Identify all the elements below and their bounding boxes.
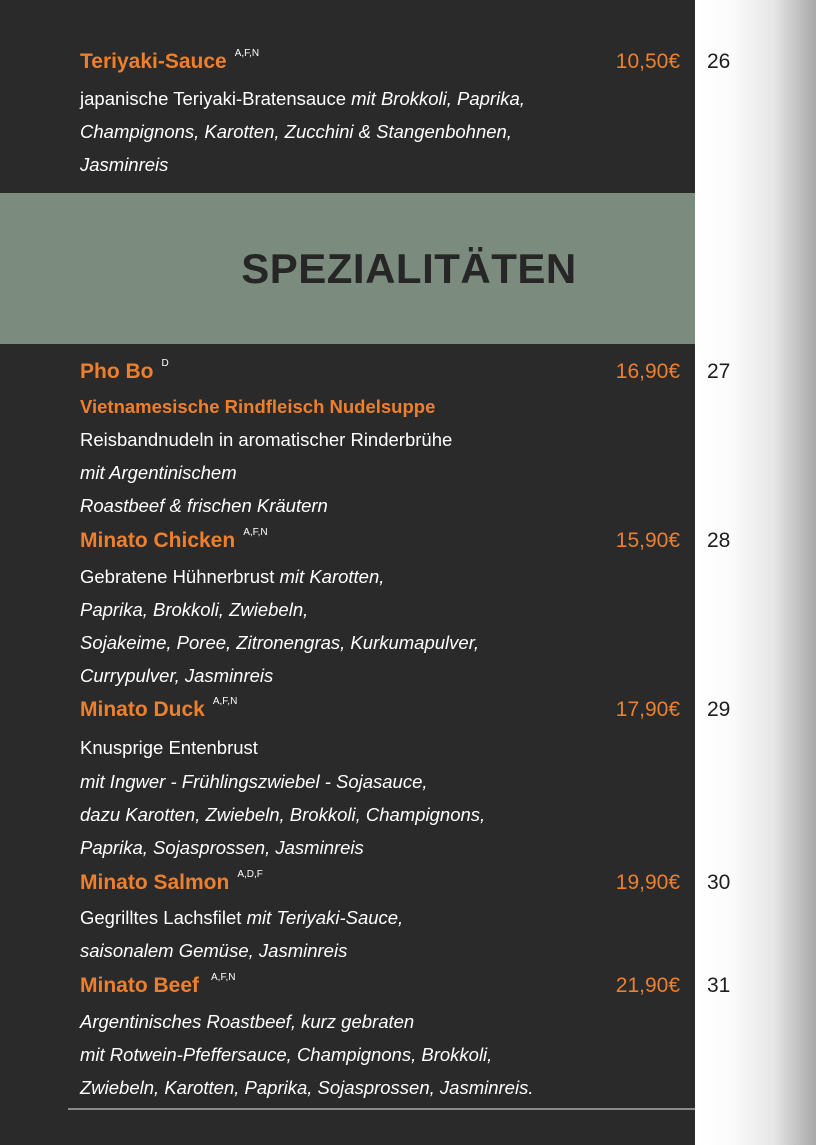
- bottom-divider: [68, 1108, 695, 1110]
- dish-number: 26: [707, 50, 731, 73]
- dish-description-line: mit Argentinischem: [80, 462, 237, 483]
- dish-description-line: Zwiebeln, Karotten, Paprika, Sojasprossen, Jasminreis.: [80, 1077, 534, 1098]
- dish-price: 15,90€: [615, 529, 680, 552]
- dish-price: 19,90€: [615, 871, 680, 894]
- allergen-codes: A,F,N: [234, 48, 260, 59]
- dish-description-line: Currypulver, Jasminreis: [80, 665, 274, 686]
- section-title: SPEZIALITÄTEN: [241, 245, 577, 292]
- dish-name-teriyaki-sauce: Teriyaki-Sauce $^{A,F,N}$: [80, 48, 260, 73]
- dish-name-minato-salmon: Minato Salmon $^{A,D,F}$: [80, 869, 263, 894]
- dish-description-line: Roastbeef & frischen Kräutern: [80, 495, 328, 516]
- dish-description-line: Sojakeime, Poree, Zitronengras, Kurkumapulver,: [80, 632, 479, 653]
- dish-price: 16,90€: [615, 360, 680, 383]
- dish-number: 28: [707, 529, 731, 552]
- dish-name-pho-bo: Pho Bo $^D$: [80, 358, 169, 383]
- dish-description-line: japanische Teriyaki-Bratensauce mit Brokkoli, Paprika,: [80, 88, 525, 109]
- dish-name-minato-duck: Minato Duck $^{A,F,N}$: [80, 696, 238, 721]
- dish-number: 31: [707, 974, 731, 997]
- allergen-codes: A,F,N: [243, 527, 268, 538]
- dish-description-line: mit Rotwein-Pfeffersauce, Champignons, Brokkoli,: [80, 1044, 493, 1065]
- dish-subtitle: Vietnamesische Rindfleisch Nudelsuppe: [80, 396, 436, 417]
- dish-number: 29: [707, 698, 731, 721]
- allergen-codes: D: [161, 358, 169, 369]
- dish-description-line: Jasminreis: [80, 154, 169, 175]
- dish-description-line: Knusprige Entenbrust: [80, 737, 258, 758]
- dish-price: 21,90€: [615, 974, 680, 997]
- dish-number: 27: [707, 360, 731, 383]
- dish-description-line: dazu Karotten, Zwiebeln, Brokkoli, Champignons,: [80, 804, 486, 825]
- allergen-codes: A,F,N: [211, 972, 236, 983]
- dish-price: 17,90€: [615, 698, 680, 721]
- dish-description-line: Champignons, Karotten, Zucchini & Stangenbohnen,: [80, 121, 512, 142]
- section-banner: [0, 193, 695, 344]
- dish-description-line: Paprika, Brokkoli, Zwiebeln,: [80, 599, 309, 620]
- dish-number: 30: [707, 871, 731, 894]
- dish-description-line: Paprika, Sojasprossen, Jasminreis: [80, 837, 364, 858]
- allergen-codes: A,D,F: [237, 869, 263, 880]
- dish-description-line: mit Ingwer - Frühlingszwiebel - Sojasauce,: [80, 771, 428, 792]
- allergen-codes: A,F,N: [212, 696, 238, 707]
- dish-description-line: Argentinisches Roastbeef, kurz gebraten: [80, 1011, 415, 1032]
- dish-name-minato-chicken: Minato Chicken $^{A,F,N}$: [80, 527, 268, 552]
- dish-description-line: saisonalem Gemüse, Jasminreis: [80, 940, 348, 961]
- dish-description-line: Reisbandnudeln in aromatischer Rinderbrühe: [80, 429, 453, 450]
- dish-price: 10,50€: [615, 50, 680, 73]
- dish-name-minato-beef: Minato Beef $^{A,F,N}$: [80, 972, 236, 997]
- dish-description-line: Gegrilltes Lachsfilet mit Teriyaki-Sauce,: [80, 907, 404, 928]
- dish-description-line: Gebratene Hühnerbrust mit Karotten,: [80, 566, 385, 587]
